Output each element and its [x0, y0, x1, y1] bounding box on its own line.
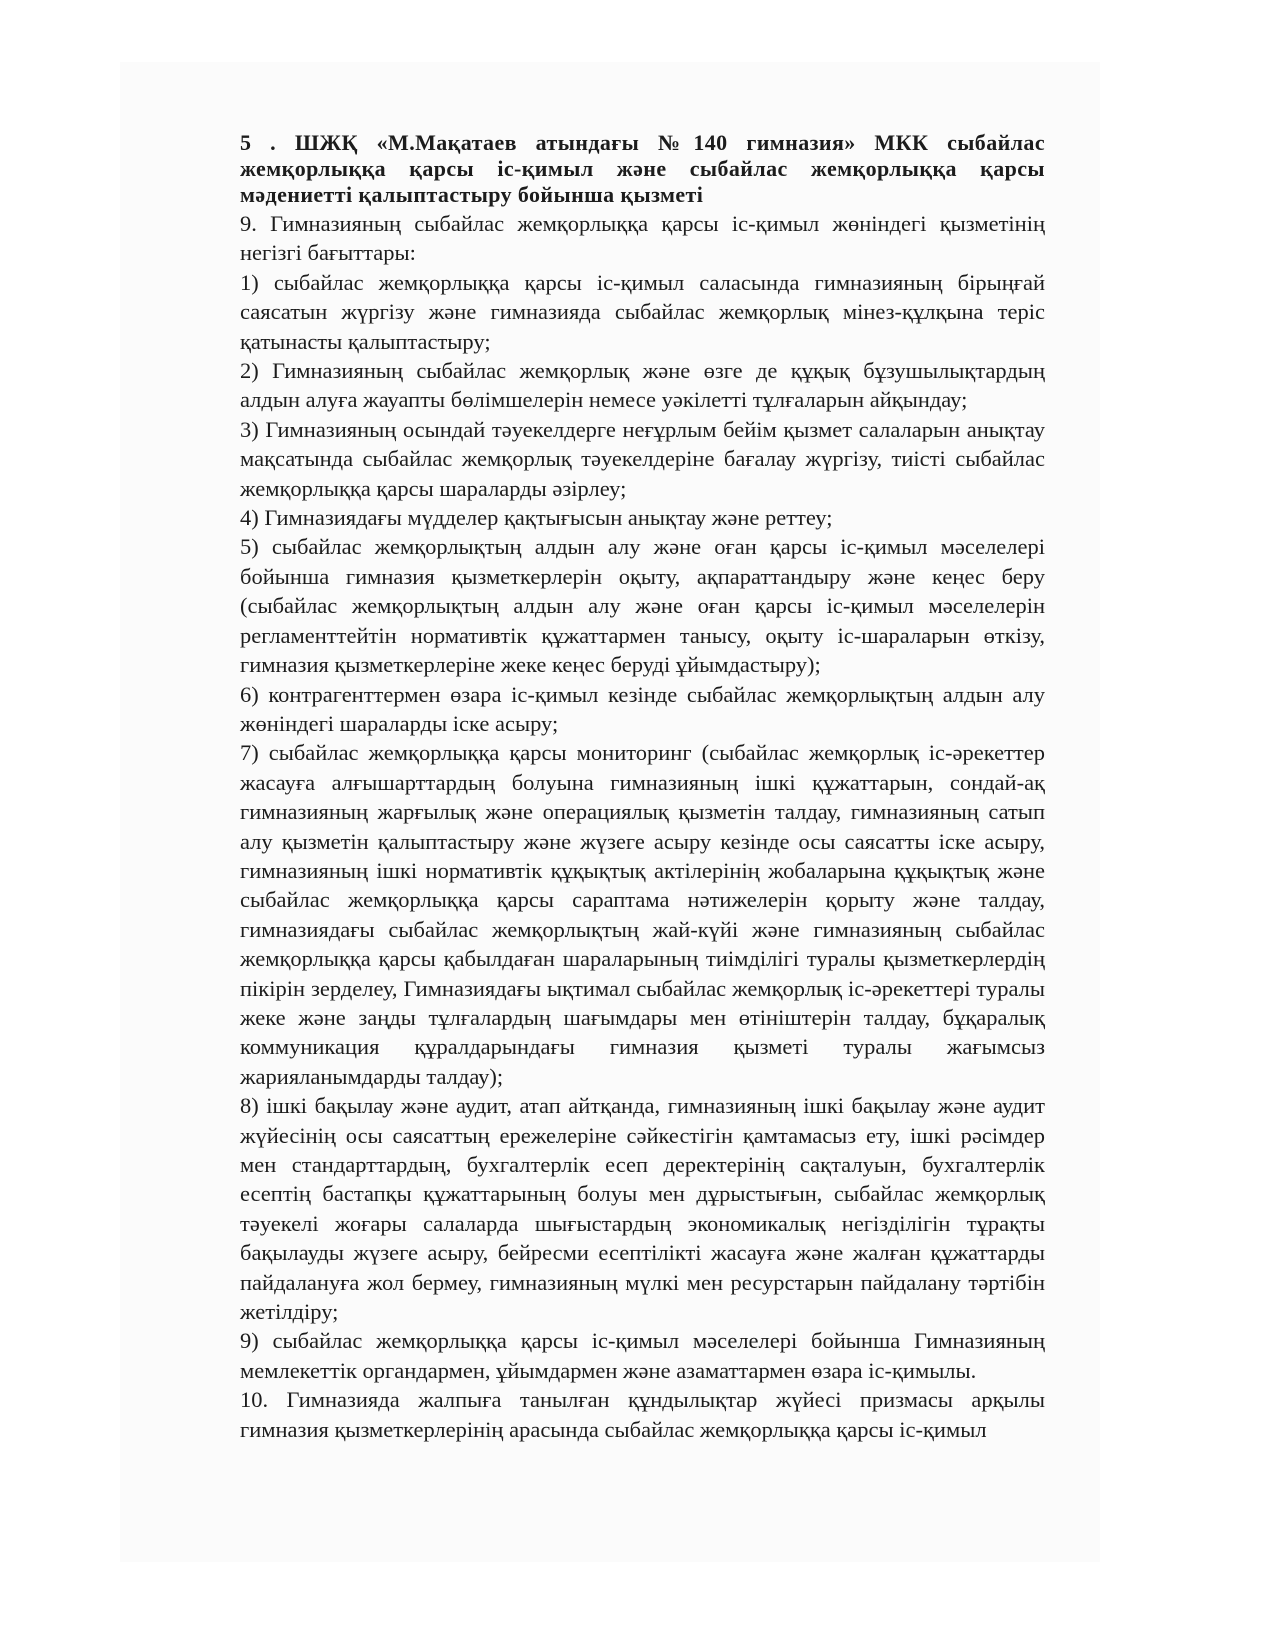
list-item-6: 6) контрагенттермен өзара іс-қимыл кезінде сыбайлас жемқорлықтың алдын алу жөніндегі шараларды іске асыру; — [240, 681, 1045, 736]
section-heading-block — [240, 130, 1045, 208]
list-item-9: 9) сыбайлас жемқорлыққа қарсы іс-қимыл мәселелері бойынша Гимназияның мемлекеттік органдармен, ұйымдармен және азаматтармен өзара іс-қимылы. — [240, 1328, 1045, 1383]
document-body — [240, 130, 1045, 1444]
list-item-4: 4) Гимназиядағы мүдделер қақтығысын анықтау және реттеу; — [240, 505, 833, 531]
list-item-5: 5) сыбайлас жемқорлықтың алдын алу және оған қарсы іс-қимыл мәселелері бойынша гимназия қызметкерлерін оқыту, ақпараттандыру және кеңес беру (сыбайлас жемқорлықтың алдын алу және оған қарсы іс-қимыл мәселелерін регламенттейтін нормативтік құжаттармен танысу, оқыту іс-шараларын өткізу, гимназия қызметкерлеріне жеке кеңес беруді ұйымдастыру); — [240, 534, 1045, 678]
list-item-8: 8) ішкі бақылау және аудит, атап айтқанда, гимназияның ішкі бақылау және аудит жүйесінің осы саясаттың ережелеріне сәйкестігін қамтамасыз ету, ішкі рәсімдер мен стандарттардың, бухгалтерлік есеп деректерінің сақталуын, бухгалтерлік есептің бастапқы құжаттарының болуы мен дұрыстығын, сыбайлас жемқорлық тәуекелі жоғары салаларда шығыстардың экономикалық негізділігін тұрақты бақылауды жүзеге асыру, бейресми есептілікті жасауға және жалған құжаттарды пайдалануға жол бермеу, гимназияның мүлкі мен ресурстарын пайдалану тәртібін жетілдіру; — [240, 1093, 1045, 1325]
list-item-3: 3) Гимназияның осындай тәуекелдерге неғұрлым бейім қызмет салаларын анықтау мақсатында сыбайлас жемқорлық тәуекелдеріне бағалау жүргізу, тиісті сыбайлас жемқорлыққа қарсы шараларды әзірлеу; — [240, 416, 1045, 501]
list-item-1: 1) сыбайлас жемқорлыққа қарсы іс-қимыл саласында гимназияның бірыңғай саясатын жүргізу және гимназияда сыбайлас жемқорлық мінез-құлқына теріс қатынасты қалыптастыру; — [240, 269, 1045, 354]
paragraph-10: 10. Гимназияда жалпыға танылған құндылықтар жүйесі призмасы арқылы гимназия қызметкерлерінің арасында сыбайлас жемқорлыққа қарсы іс-қимыл — [240, 1387, 1045, 1442]
list-item-2: 2) Гимназияның сыбайлас жемқорлық және өзге де құқық бұзушылықтардың алдын алуға жауапты бөлімшелерін немесе уәкілетті тұлғаларын айқындау; — [240, 358, 1045, 413]
section-heading: 5 . ШЖҚ «М.Мақатаев атындағы №140 гимназия» МКК сыбайлас жемқорлыққа қарсы іс-қимыл және сыбайлас жемқорлыққа қарсы мәдениетті қалыптастыру бойынша қызметі — [240, 130, 1045, 207]
list-item-7: 7) сыбайлас жемқорлыққа қарсы мониторинг (сыбайлас жемқорлық іс-әрекеттер жасауға алғышарттардың болуына гимназияның ішкі құжаттарын, сондай-ақ гимназияның жарғылық және операциялық қызметін талдау, гимназияның сатып алу қызметін қалыптастыру және жүзеге асыру кезінде осы саясатты іске асыру, гимназияның ішкі нормативтік құқықтық актілерінің жобаларына құқықтық және сыбайлас жемқорлыққа қарсы сараптама нәтижелерін қорыту және талдау, гимназиядағы сыбайлас жемқорлықтың жай-күйі және гимназияның сыбайлас жемқорлыққа қарсы қабылдаған шараларының тиімділігі туралы қызметкерлердің пікірін зерделеу, Гимназиядағы ықтимал сыбайлас жемқорлық іс-әрекеттері туралы жеке және заңды тұлғалардың шағымдары мен өтініштерін талдау, бұқаралық коммуникация құралдарындағы гимназия қызметі туралы жағымсыз жарияланымдарды талдау); — [240, 740, 1045, 1089]
paragraph-9-intro: 9. Гимназияның сыбайлас жемқорлыққа қарсы іс-қимыл жөніндегі қызметінің негізгі бағыттары: — [240, 211, 1045, 266]
